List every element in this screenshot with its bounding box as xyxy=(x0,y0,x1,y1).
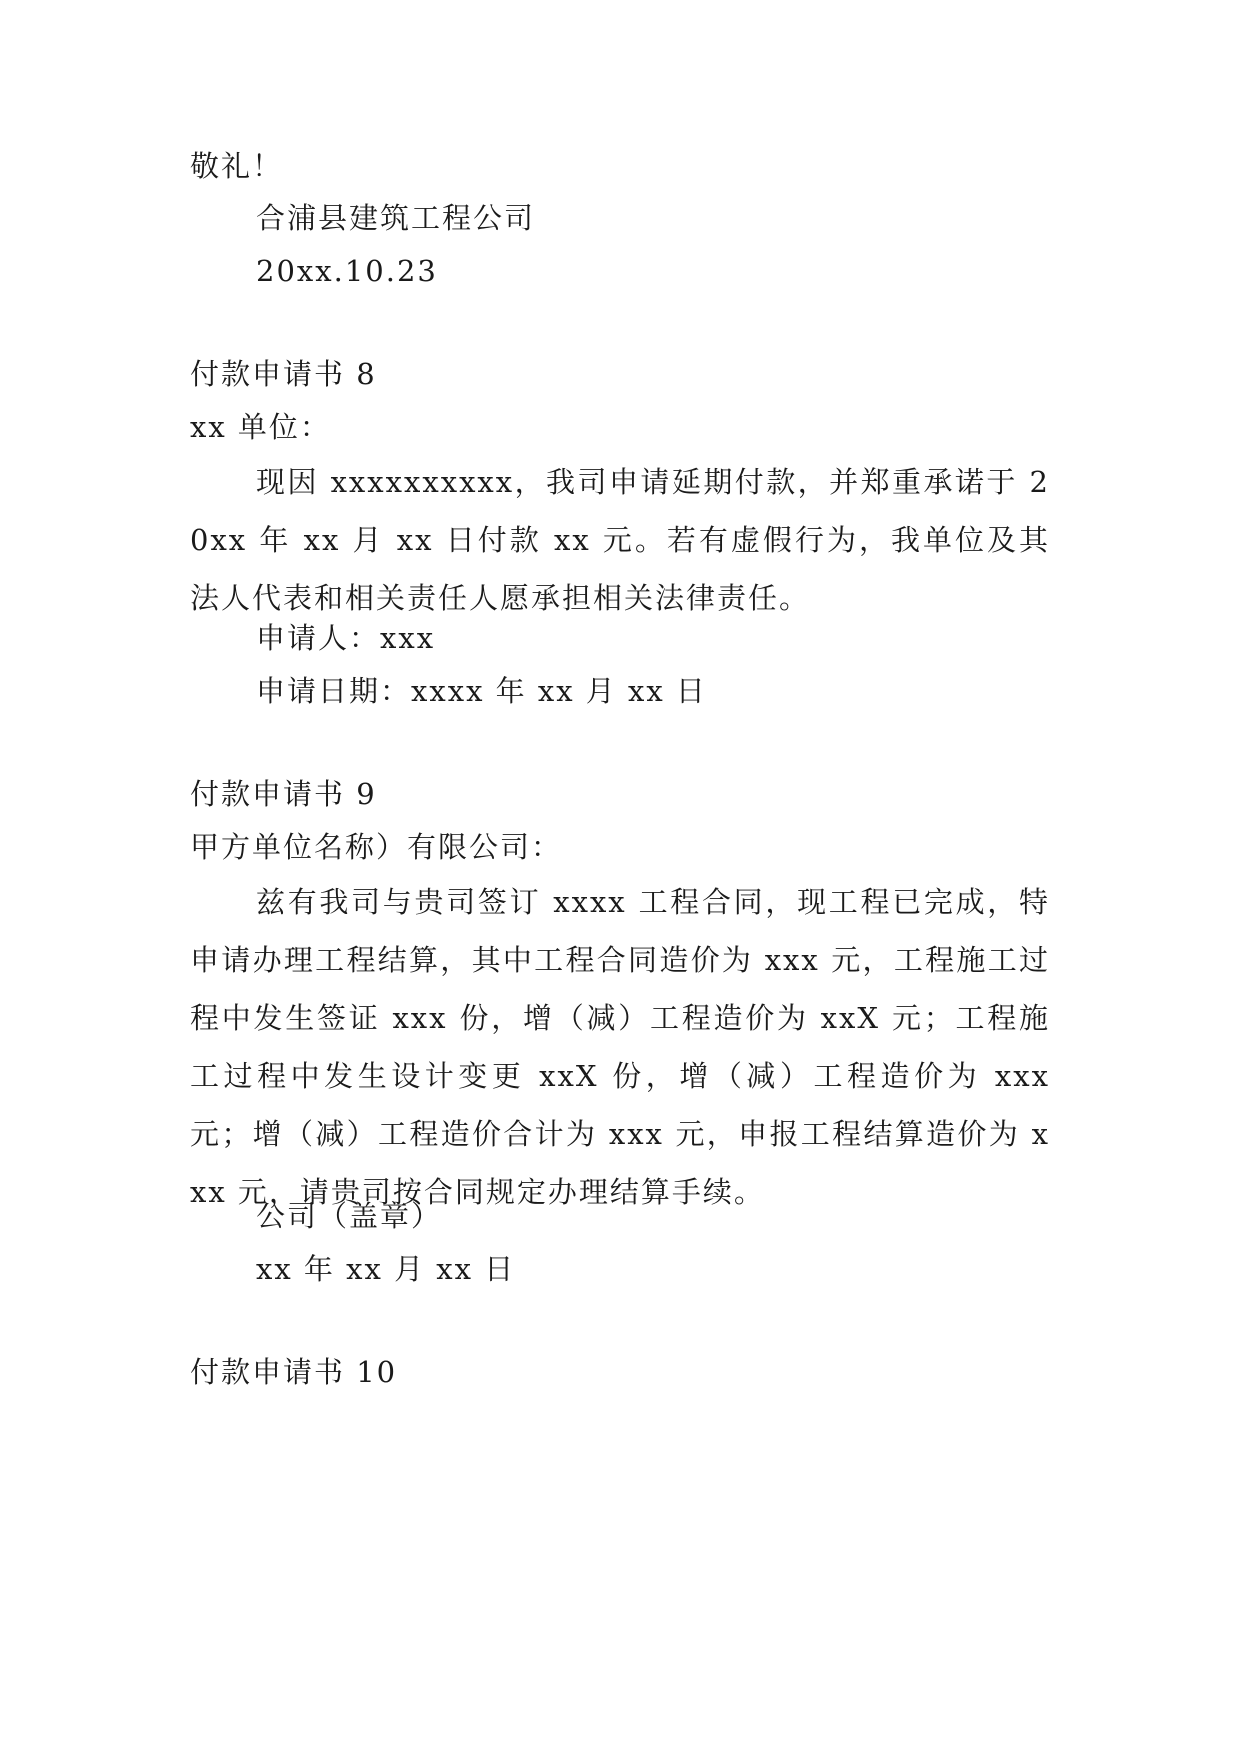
letter9-title: 付款申请书 9 xyxy=(190,777,377,811)
letter8-applicant: 申请人：xxx xyxy=(256,621,436,655)
letter9-seal: 公司（盖章） xyxy=(256,1199,443,1233)
letter8-title: 付款申请书 8 xyxy=(190,357,377,391)
letter8-body: 现因 xxxxxxxxxx，我司申请延期付款，并郑重承诺于 20xx 年 xx 月 xx 日付款 xx 元。若有虚假行为，我单位及其法人代表和相关责任人愿承担相关法律责任。 xyxy=(190,465,1050,615)
letter9-date: xx 年 xx 月 xx 日 xyxy=(256,1252,516,1286)
closing-salutation: 敬礼！ xyxy=(190,149,284,183)
closing-company: 合浦县建筑工程公司 xyxy=(256,201,536,235)
letter9-addressee: 甲方单位名称）有限公司： xyxy=(190,830,563,864)
letter8-addressee: xx 单位： xyxy=(190,410,331,444)
letter8-apply-date: 申请日期：xxxx 年 xx 月 xx 日 xyxy=(256,674,707,708)
letter9-body: 兹有我司与贵司签订 xxxx 工程合同，现工程已完成，特申请办理工程结算，其中工程合同造价为 xxx 元，工程施工过程中发生签证 xxx 份，增（减）工程造价为 xxX 元；工程施工过程中发生设计变更 xxX 份，增（减）工程造价为 xxx 元；增（减）工程造价合计为 xxx 元，申报工程结算造价为 xxx 元，请贵司按合同规定办理结算手续。 xyxy=(190,885,1050,1209)
letter10-title: 付款申请书 10 xyxy=(190,1355,398,1389)
closing-date: 20xx.10.23 xyxy=(256,254,438,288)
